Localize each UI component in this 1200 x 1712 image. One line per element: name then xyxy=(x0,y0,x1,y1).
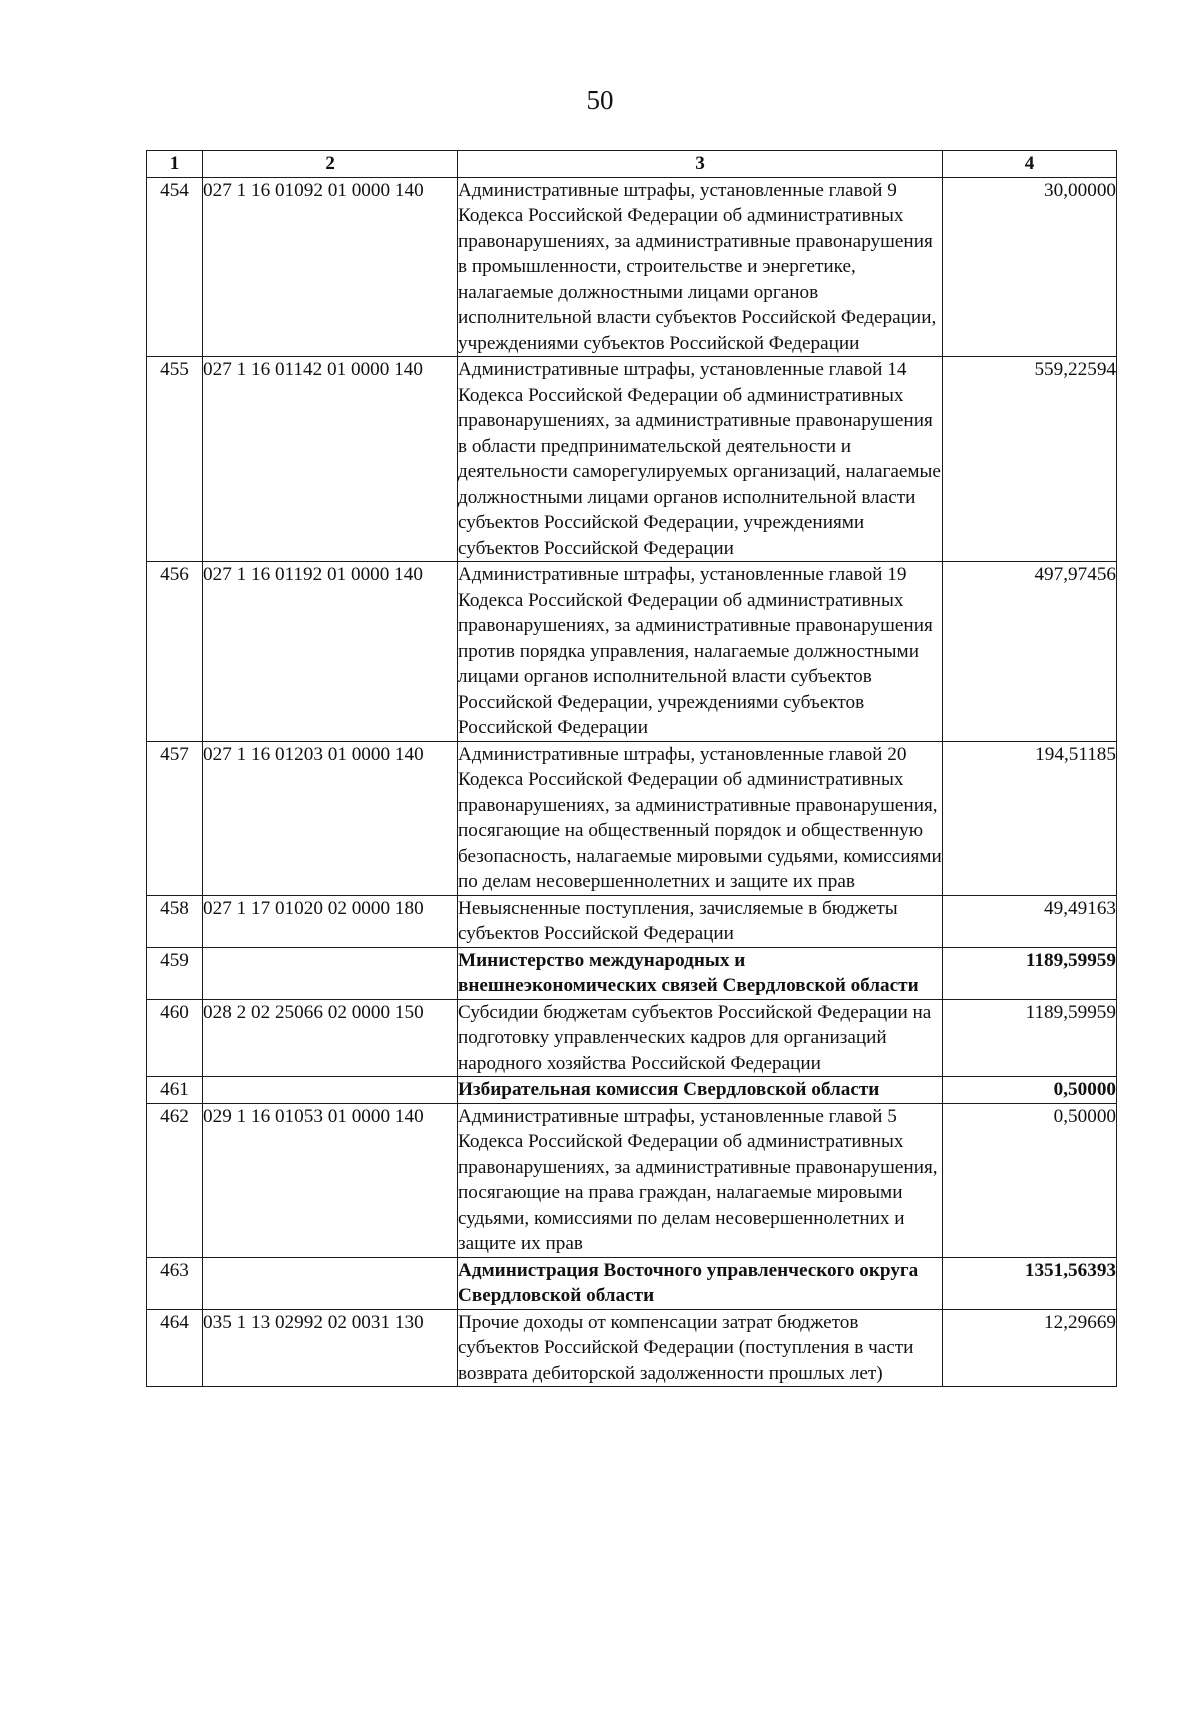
classification-code xyxy=(203,1077,458,1104)
classification-code: 028 2 02 25066 02 0000 150 xyxy=(203,999,458,1077)
classification-code: 027 1 16 01192 01 0000 140 xyxy=(203,562,458,742)
revenue-table xyxy=(146,150,1117,1387)
table-row xyxy=(147,947,1117,999)
amount-value: 1189,59959 xyxy=(943,947,1117,999)
row-number: 462 xyxy=(147,1103,203,1257)
revenue-name: Административные штрафы, установленные главой 5 Кодекса Российской Федерации об административных правонарушениях, за административные правонарушения, посягающие на права граждан, налагаемые мировыми судьями, комиссиями по делам несовершеннолетних и защите их прав xyxy=(458,1103,943,1257)
classification-code: 029 1 16 01053 01 0000 140 xyxy=(203,1103,458,1257)
classification-code: 027 1 16 01142 01 0000 140 xyxy=(203,357,458,562)
row-number: 458 xyxy=(147,895,203,947)
revenue-name: Прочие доходы от компенсации затрат бюджетов субъектов Российской Федерации (поступления в части возврата дебиторской задолженности прошлых лет) xyxy=(458,1309,943,1387)
header-col-1: 1 xyxy=(147,151,203,178)
amount-value: 194,51185 xyxy=(943,741,1117,895)
row-number: 454 xyxy=(147,177,203,357)
table-row xyxy=(147,999,1117,1077)
amount-value: 30,00000 xyxy=(943,177,1117,357)
amount-value: 1189,59959 xyxy=(943,999,1117,1077)
row-number: 461 xyxy=(147,1077,203,1104)
amount-value: 0,50000 xyxy=(943,1077,1117,1104)
row-number: 463 xyxy=(147,1257,203,1309)
header-col-4: 4 xyxy=(943,151,1117,178)
header-col-3: 3 xyxy=(458,151,943,178)
table-row xyxy=(147,1103,1117,1257)
classification-code xyxy=(203,1257,458,1309)
revenue-name: Административные штрафы, установленные главой 19 Кодекса Российской Федерации об административных правонарушениях, за административные правонарушения против порядка управления, налагаемые должностными лицами органов исполнительной власти субъектов Российской Федерации, учреждениями субъектов Российской Федерации xyxy=(458,562,943,742)
row-number: 456 xyxy=(147,562,203,742)
classification-code xyxy=(203,947,458,999)
revenue-name: Субсидии бюджетам субъектов Российской Федерации на подготовку управленческих кадров для организаций народного хозяйства Российской Федерации xyxy=(458,999,943,1077)
revenue-name: Административные штрафы, установленные главой 9 Кодекса Российской Федерации об административных правонарушениях, за административные правонарушения в промышленности, строительстве и энергетике, налагаемые должностными лицами органов исполнительной власти субъектов Российской Федерации, учреждениями субъектов Российской Федерации xyxy=(458,177,943,357)
table-row xyxy=(147,177,1117,357)
row-number: 457 xyxy=(147,741,203,895)
classification-code: 027 1 16 01203 01 0000 140 xyxy=(203,741,458,895)
revenue-name: Избирательная комиссия Свердловской области xyxy=(458,1077,943,1104)
table-header-row xyxy=(147,151,1117,178)
table-body xyxy=(147,177,1117,1387)
classification-code: 035 1 13 02992 02 0031 130 xyxy=(203,1309,458,1387)
row-number: 459 xyxy=(147,947,203,999)
table-row xyxy=(147,895,1117,947)
table-row xyxy=(147,1077,1117,1104)
classification-code: 027 1 16 01092 01 0000 140 xyxy=(203,177,458,357)
row-number: 464 xyxy=(147,1309,203,1387)
amount-value: 49,49163 xyxy=(943,895,1117,947)
table-row xyxy=(147,741,1117,895)
revenue-name: Администрация Восточного управленческого округа Свердловской области xyxy=(458,1257,943,1309)
page-number: 50 xyxy=(586,85,614,115)
revenue-name: Административные штрафы, установленные главой 14 Кодекса Российской Федерации об административных правонарушениях, за административные правонарушения в области предпринимательской деятельности и деятельности саморегулируемых организаций, налагаемые должностными лицами органов исполнительной власти субъектов Российской Федерации, учреждениями субъектов Российской Федерации xyxy=(458,357,943,562)
row-number: 460 xyxy=(147,999,203,1077)
amount-value: 1351,56393 xyxy=(943,1257,1117,1309)
row-number: 455 xyxy=(147,357,203,562)
revenue-name: Министерство международных и внешнеэкономических связей Свердловской области xyxy=(458,947,943,999)
amount-value: 0,50000 xyxy=(943,1103,1117,1257)
table-row xyxy=(147,1309,1117,1387)
header-col-2: 2 xyxy=(203,151,458,178)
revenue-name: Невыясненные поступления, зачисляемые в бюджеты субъектов Российской Федерации xyxy=(458,895,943,947)
table-row xyxy=(147,562,1117,742)
revenue-name: Административные штрафы, установленные главой 20 Кодекса Российской Федерации об административных правонарушениях, за административные правонарушения, посягающие на общественный порядок и общественную безопасность, налагаемые мировыми судьями, комиссиями по делам несовершеннолетних и защите их прав xyxy=(458,741,943,895)
amount-value: 559,22594 xyxy=(943,357,1117,562)
amount-value: 12,29669 xyxy=(943,1309,1117,1387)
table-row xyxy=(147,357,1117,562)
table-row xyxy=(147,1257,1117,1309)
amount-value: 497,97456 xyxy=(943,562,1117,742)
classification-code: 027 1 17 01020 02 0000 180 xyxy=(203,895,458,947)
